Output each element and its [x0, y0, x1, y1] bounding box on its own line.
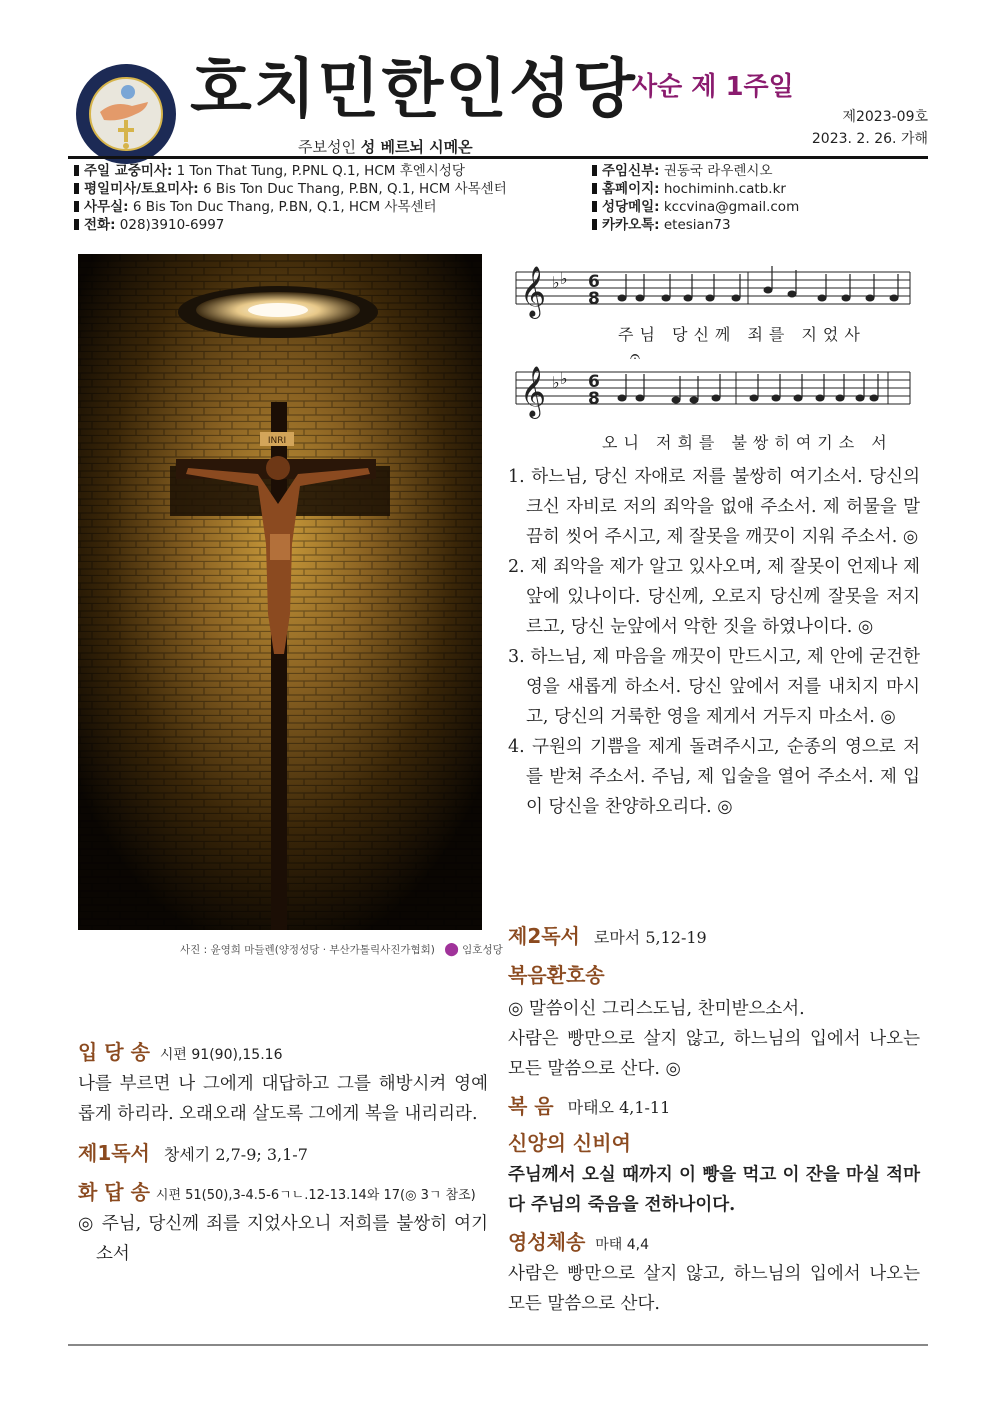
mystery-heading: 신앙의 신비여 — [508, 1131, 631, 1155]
reading2-heading: 제2독서 — [508, 924, 580, 948]
time-signature-top: 6 — [588, 372, 600, 392]
homepage-link[interactable]: hochiminh.catb.kr — [659, 181, 786, 197]
psalm-ref: 시편 51(50),3-4.5-6ㄱㄴ.12-13.14와 17(◎ 3ㄱ 참조) — [155, 1188, 476, 1203]
footer-divider — [68, 1344, 928, 1346]
patron-name: 성 베르뇌 시메온 — [360, 138, 473, 156]
music-note — [636, 295, 645, 302]
info-row[interactable]: 성당메일: kccvina@gmail.com — [592, 198, 799, 216]
reading1-heading: 제1독서 — [78, 1141, 150, 1165]
music-note — [684, 295, 693, 302]
treble-clef-icon: 𝄞 — [520, 266, 547, 317]
music-note — [842, 295, 851, 302]
gospel-heading: 복 음 — [508, 1094, 554, 1118]
music-note — [764, 287, 773, 294]
music-note — [690, 397, 699, 404]
right-sections — [508, 920, 920, 1319]
music-note — [816, 395, 825, 402]
music-note — [706, 295, 715, 302]
info-row[interactable]: 홈페이지: hochiminh.catb.kr — [592, 180, 799, 198]
psalm-verse: 4. 구원의 기쁨을 제게 돌려주시고, 순종의 영으로 저를 받쳐 주소서. 주님, 제 입술을 열어 주소서. 제 입이 당신을 찬양하오리다. ◎ — [508, 737, 920, 817]
music-note — [856, 395, 865, 402]
info-row: 주임신부: 권동국 라우렌시오 — [592, 162, 799, 180]
flat-sign-icon: ♭ — [552, 273, 560, 292]
time-signature-bottom: 8 — [588, 389, 600, 409]
gospel-ref: 마태오 4,1-11 — [567, 1098, 671, 1117]
communion-text: 사람은 빵만으로 살지 않고, 하느님의 입에서 나오는 모든 말씀으로 산다. — [508, 1264, 920, 1314]
flat-sign-icon: ♭ — [560, 269, 568, 288]
psalm-verses — [508, 462, 920, 822]
music-note — [836, 395, 845, 402]
music-note — [618, 395, 627, 402]
psalm-response: ◎ 주님, 당신께 죄를 지었사오니 저희를 불쌍히 여기소서 — [78, 1214, 488, 1264]
gospel-acclamation-heading: 복음환호송 — [508, 963, 605, 987]
reading2-ref: 로마서 5,12-19 — [593, 928, 707, 947]
gospel-acclamation-line1: ◎ 말씀이신 그리스도님, 찬미받으소서. — [508, 999, 805, 1019]
info-row: 평일미사/토요미사: 6 Bis Ton Duc Thang, P.BN, Q.1, HCM 사목센터 — [74, 180, 507, 198]
notes-line-2 — [618, 374, 879, 404]
time-signature-top: 6 — [588, 272, 600, 292]
treble-clef-icon: 𝄞 — [520, 366, 547, 417]
info-row: 사무실: 6 Bis Ton Duc Thang, P.BN, Q.1, HCM 사목센터 — [74, 198, 507, 216]
music-note — [712, 395, 721, 402]
music-note — [618, 295, 627, 302]
music-note — [890, 295, 899, 302]
flat-sign-icon: ♭ — [560, 369, 568, 388]
liturgical-day: 사순 제 1주일 — [632, 72, 794, 102]
email-link[interactable]: kccvina@gmail.com — [659, 199, 800, 215]
photo-caption: 사진 : 윤영희 마들렌(양정성당 · 부산가톨릭사진가협회) ⬤ 임호성당 — [180, 942, 503, 957]
info-right — [592, 162, 799, 234]
communion-heading: 영성체송 — [508, 1230, 586, 1254]
info-row: 전화: 028)3910-6997 — [74, 216, 507, 234]
music-note — [662, 295, 671, 302]
music-note — [866, 295, 875, 302]
photo-location: 임호성당 — [462, 944, 503, 956]
header-divider — [68, 156, 928, 159]
psalm-verse: 2. 제 죄악을 제가 알고 있사오며, 제 잘못이 언제나 제 앞에 있나이다. 당신께, 오로지 당신께 잘못을 저지르고, 당신 눈앞에서 악한 짓을 하였나이다. ◎ — [508, 557, 920, 637]
info-row: 주일 교중미사: 1 Ton That Tung, P.PNL Q.1, HCM 후엔시성당 — [74, 162, 507, 180]
crucifix-photo — [78, 254, 482, 930]
music-note — [818, 295, 827, 302]
info-row: 카카오톡: etesian73 — [592, 216, 799, 234]
entrance-text: 나를 부르면 나 그에게 대답하고 그를 해방시켜 영예롭게 하리라. 오래오래 살도록 그에게 복을 내리리라. — [78, 1074, 488, 1124]
music-note — [672, 397, 681, 404]
parish-title: 호치민한인성당 — [190, 52, 637, 127]
music-note — [750, 395, 759, 402]
fermata-icon: 𝄐 — [630, 346, 641, 367]
info-left — [74, 162, 507, 234]
reading1-ref: 창세기 2,7-9; 3,1-7 — [163, 1145, 308, 1164]
music-note — [794, 395, 803, 402]
lyrics-line-2: 오니 저희를 불쌍히여기소 서 — [602, 433, 893, 452]
patron-saint — [298, 136, 473, 157]
music-note — [870, 395, 879, 402]
entrance-heading: 입 당 송 — [78, 1040, 150, 1064]
mystery-text: 주님께서 오실 때까지 이 빵을 먹고 이 잔을 마실 적마다 주님의 죽음을 전하나이다. — [508, 1165, 920, 1215]
communion-ref: 마태 4,4 — [595, 1237, 650, 1253]
music-note — [636, 395, 645, 402]
left-sections — [78, 1036, 488, 1269]
location-pin-icon: ⬤ — [444, 942, 459, 957]
music-note — [732, 295, 741, 302]
gospel-acclamation-line2: 사람은 빵만으로 살지 않고, 하느님의 입에서 나오는 모든 말씀으로 산다. ◎ — [508, 1029, 920, 1079]
entrance-ref: 시편 91(90),15.16 — [159, 1047, 283, 1063]
lyrics-line-1: 주님 당신께 죄를 지었사 — [618, 325, 866, 344]
parish-logo — [74, 62, 178, 166]
time-signature-bottom: 8 — [588, 289, 600, 309]
issue-number: 제2023-09호 — [842, 109, 928, 125]
patron-label: 주보성인 — [298, 138, 356, 156]
issue-date: 2023. 2. 26. 가해 — [811, 131, 928, 147]
psalm-score — [510, 252, 930, 458]
psalm-heading: 화 답 송 — [78, 1180, 150, 1204]
flat-sign-icon: ♭ — [552, 373, 560, 392]
psalm-verse: 3. 하느님, 제 마음을 깨끗이 만드시고, 제 안에 굳건한 영을 새롭게 하소서. 당신 앞에서 저를 내치지 마시고, 당신의 거룩한 영을 제게서 거두지 마소서. ◎ — [508, 647, 920, 727]
psalm-verse: 1. 하느님, 당신 자애로 저를 불쌍히 여기소서. 당신의 크신 자비로 저의 죄악을 없애 주소서. 제 허물을 말끔히 씻어 주시고, 제 잘못을 깨끗이 지워 주소서. ◎ — [508, 467, 920, 547]
music-note — [772, 395, 781, 402]
music-note — [788, 291, 797, 298]
inri-plaque: INRI — [267, 436, 287, 446]
